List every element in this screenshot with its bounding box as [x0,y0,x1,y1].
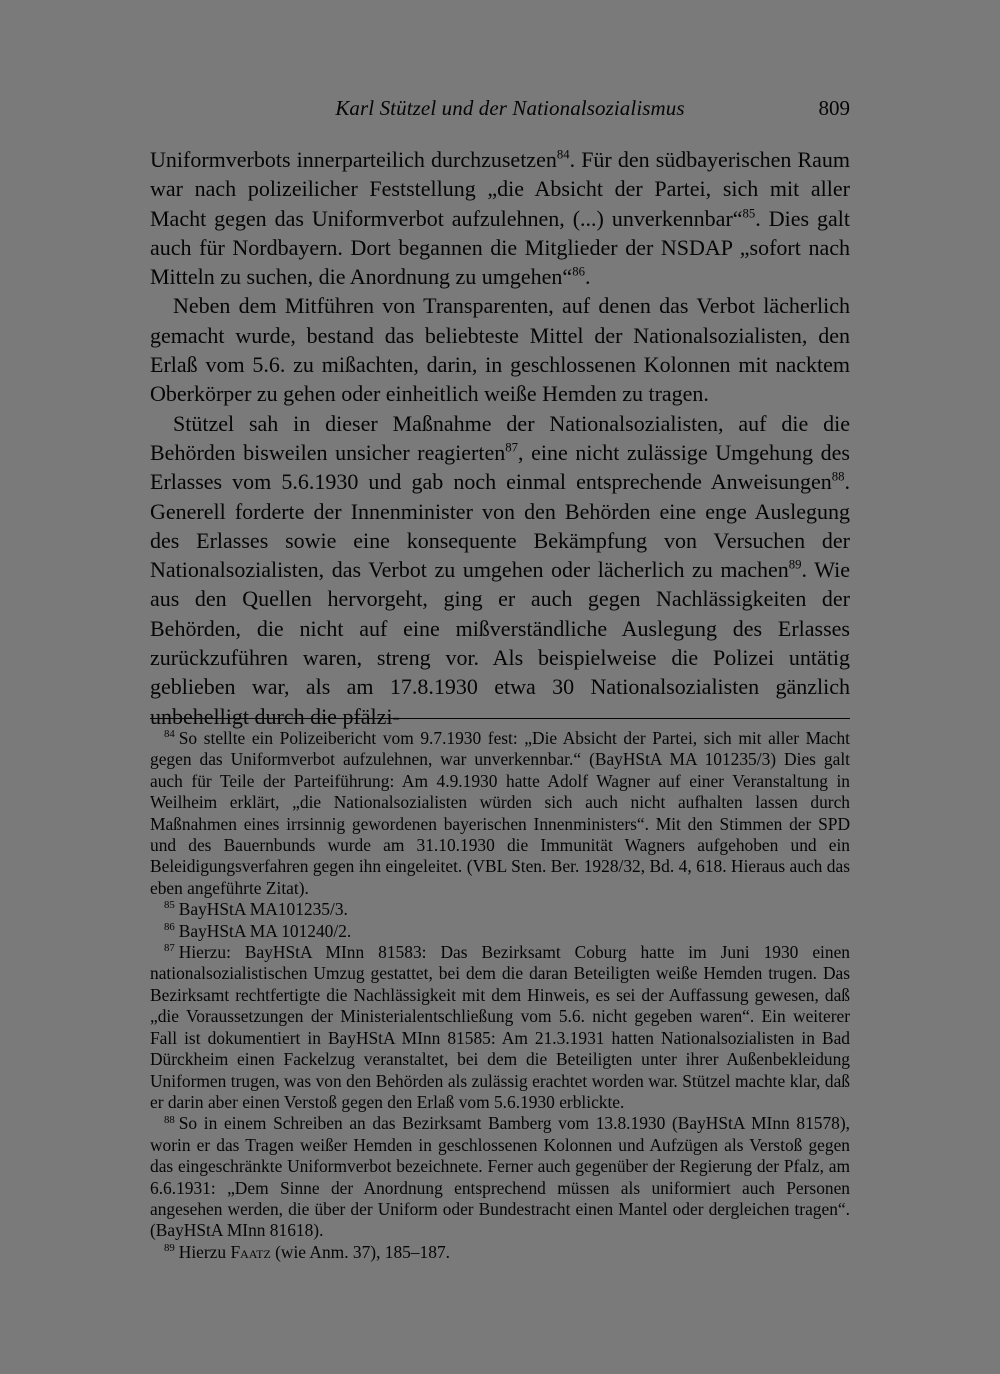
running-title: Karl Stützel und der Nationalsozialismus [335,96,685,120]
footnote-text: So stellte ein Polizeibericht vom 9.7.1930 fest: „Die Absicht der Partei, sich mit aller Macht gegen das Uniformverbot aufzulehnen, war unverkennbar.“ (BayHStA MA 101235/3) Dies galt auch für Teile der Parteiführung: Am 4.9.1930 hatte Adolf Wagner auf einer Veranstaltung in Weilheim erklärt, „die Nationalsozialisten würden sich auch nicht aufhalten lassen durch Maßnahmen eines irrsinnig gewordenen bayerischen Innenministers“. Mit den Stimmen der SPD und des Bauernbunds wurde am 31.10.1930 die Immunität Wagners aufgehoben und ein Beleidigungsverfahren gegen ihn eingeleitet. (VBL Sten. Ber. 1928/32, Bd. 4, 618. Hieraus auch das eben angeführte Zitat). [150,728,850,898]
paragraph-text: . Generell forderte der Innenminister von den Behörden eine enge Auslegung des Erlasses sowie eine konsequente Bekämpfung von Versuchen der Nationalsozialisten, das Verbot zu umgehen oder lächerlich zu machen [150,469,850,583]
footnote-number: 89 [164,1241,175,1254]
footnote-88 [150,1113,850,1241]
footnote-text: Hierzu [178,1241,231,1262]
footnote-87 [150,942,850,1113]
footnote-number: 85 [164,899,175,912]
footnote-85 [150,899,850,920]
footnote-reference: 86 [572,264,585,279]
paragraph-text: . Wie aus den Quellen hervorgeht, ging er auch gegen Nachlässigkeiten der Behörden, die nicht auf eine mißverständliche Auslegung des Erlasses zurückzuführen waren, streng vor. Als beispielweise die Polizei untätig geblieben war, als am 17.8.1930 etwa 30 Nationalsozialisten gänzlich unbehelligt durch die pfälzi- [150,557,850,729]
footnote-84 [150,728,850,899]
paragraph-2: Neben dem Mitführen von Transparenten, auf denen das Verbot lächerlich gemacht wurde, bestand das beliebteste Mittel der Nationalsozialisten, den Erlaß vom 5.6. zu mißachten, darin, in geschlossenen Kolonnen mit nacktem Oberkörper zu gehen oder einheitlich weiße Hemden zu tragen. [150,293,850,407]
footnote-reference: 85 [742,206,756,221]
running-head [150,96,850,126]
footnote-number: 84 [164,728,175,741]
footnote-number: 86 [164,920,175,933]
page-number: 809 [818,96,850,120]
footnote-reference: 87 [505,440,518,455]
footnote-86 [150,921,850,942]
footnote-text: BayHStA MA101235/3. [178,899,348,920]
footnote-author: Faatz [230,1241,271,1262]
paragraph-3 [150,409,850,731]
footnote-text: So in einem Schreiben an das Bezirksamt Bamberg vom 13.8.1930 (BayHStA MInn 81578), worin er das Tragen weißer Hemden in geschlossenen Kolonnen und Aufzügen als Verstoß gegen das eingeschränkte Uniformverbot bezeichnete. Ferner auch gegenüber der Regierung der Pfalz, am 6.6.1931: „Dem Sinne der Anordnung entsprechend müssen als uniformiert auch Personen angesehen werden, die über der Uniform oder Bundestracht einen Mantel oder dergleichen tragen“. (BayHStA MInn 81618). [150,1113,850,1241]
paragraph-text: . Dies galt auch für Nordbayern. Dort begannen die Mitglieder der NSDAP „sofort nach Mitteln zu suchen, die Anordnung zu umgehen“ [150,205,850,290]
footnote-number: 88 [164,1113,175,1126]
paragraph-text: . [584,264,591,290]
footnote-reference: 88 [831,469,845,484]
footnote-text: (wie Anm. 37), 185–187. [270,1241,450,1262]
footnotes [150,728,850,1263]
paragraph-text: Stützel sah in dieser Maßnahme der Nationalsozialisten, auf die die Behörden bisweilen unsicher reagierten [150,410,850,465]
main-text [150,145,850,731]
footnote-89 [150,1242,850,1263]
footnote-number: 87 [164,942,175,955]
footnote-text: Hierzu: BayHStA MInn 81583: Das Bezirksamt Coburg hatte im Juni 1930 einen nationalsozialistischen Umzug gestattet, bei dem die daran Beteiligten weiße Hemden trugen. Das Bezirksamt rechtfertigte die Nachlässigkeit mit dem Hinweis, es sei der Auffassung gewesen, daß „die Voraussetzungen der Ministerialentschließung vom 5.6. nicht gegeben waren“. Ein weiterer Fall ist dokumentiert in BayHStA MInn 81585: Am 21.3.1931 hatten Nationalsozialisten in Bad Dürckheim einen Fackelzug veranstaltet, bei dem die Beteiligten unter ihrer Außenbekleidung Uniformen trugen, was von den Behörden als zulässig erachtet worden war. Stützel machte klar, daß er darin aber einen Verstoß gegen den Erlaß vom 5.6.1930 erblickte. [150,942,850,1112]
footnote-reference: 89 [788,557,802,572]
footnote-reference: 84 [556,147,570,162]
paragraph-1 [150,145,850,291]
paragraph-text: Uniformverbots innerparteilich durchzusetzen [150,147,557,172]
paragraph-text: , eine nicht zulässige Umgehung des Erlasses vom 5.6.1930 und gab noch einmal entsprechende Anweisungen [150,439,850,495]
footnote-text: BayHStA MA 101240/2. [178,920,352,941]
footnote-separator [150,718,850,719]
paragraph-text: . Für den südbayerischen Raum war nach polizeilicher Feststellung „die Absicht der Partei, sich mit aller Macht gegen das Uniformverbot aufzulehnen, (...) unverkennbar“ [150,147,851,231]
